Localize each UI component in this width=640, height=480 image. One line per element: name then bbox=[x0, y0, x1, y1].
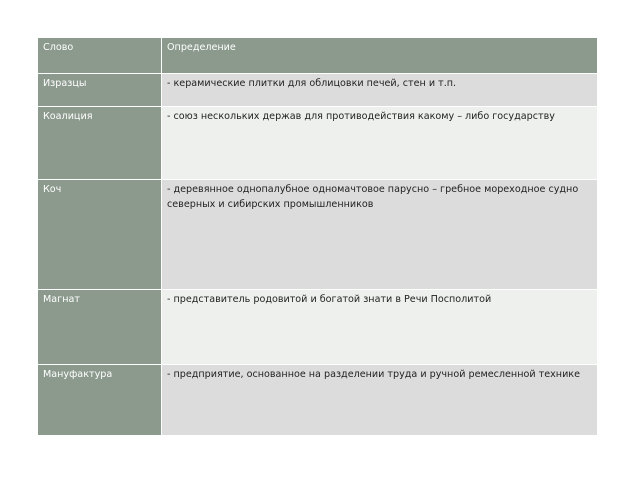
table-row bbox=[38, 365, 598, 436]
table-header-row bbox=[38, 38, 598, 74]
definition-cell: - представитель родовитой и богатой знати в Речи Посполитой bbox=[162, 290, 598, 365]
term-cell: Мануфактура bbox=[38, 365, 162, 436]
header-definition: Определение bbox=[162, 38, 598, 74]
table-row bbox=[38, 74, 598, 107]
definition-cell: - предприятие, основанное на разделении труда и ручной ремесленной технике bbox=[162, 365, 598, 436]
term-cell: Коч bbox=[38, 180, 162, 290]
table-row bbox=[38, 290, 598, 365]
term-cell: Изразцы bbox=[38, 74, 162, 107]
header-word: Слово bbox=[38, 38, 162, 74]
definition-cell: - керамические плитки для облицовки печей, стен и т.п. bbox=[162, 74, 598, 107]
definition-cell: - деревянное однопалубное одномачтовое парусно – гребное мореходное судно северных и сибирских промышленников bbox=[162, 180, 598, 290]
table-row bbox=[38, 180, 598, 290]
term-cell: Коалиция bbox=[38, 107, 162, 180]
term-cell: Магнат bbox=[38, 290, 162, 365]
definition-cell: - союз нескольких держав для противодействия какому – либо государству bbox=[162, 107, 598, 180]
table-row bbox=[38, 107, 598, 180]
glossary-table bbox=[37, 37, 598, 436]
